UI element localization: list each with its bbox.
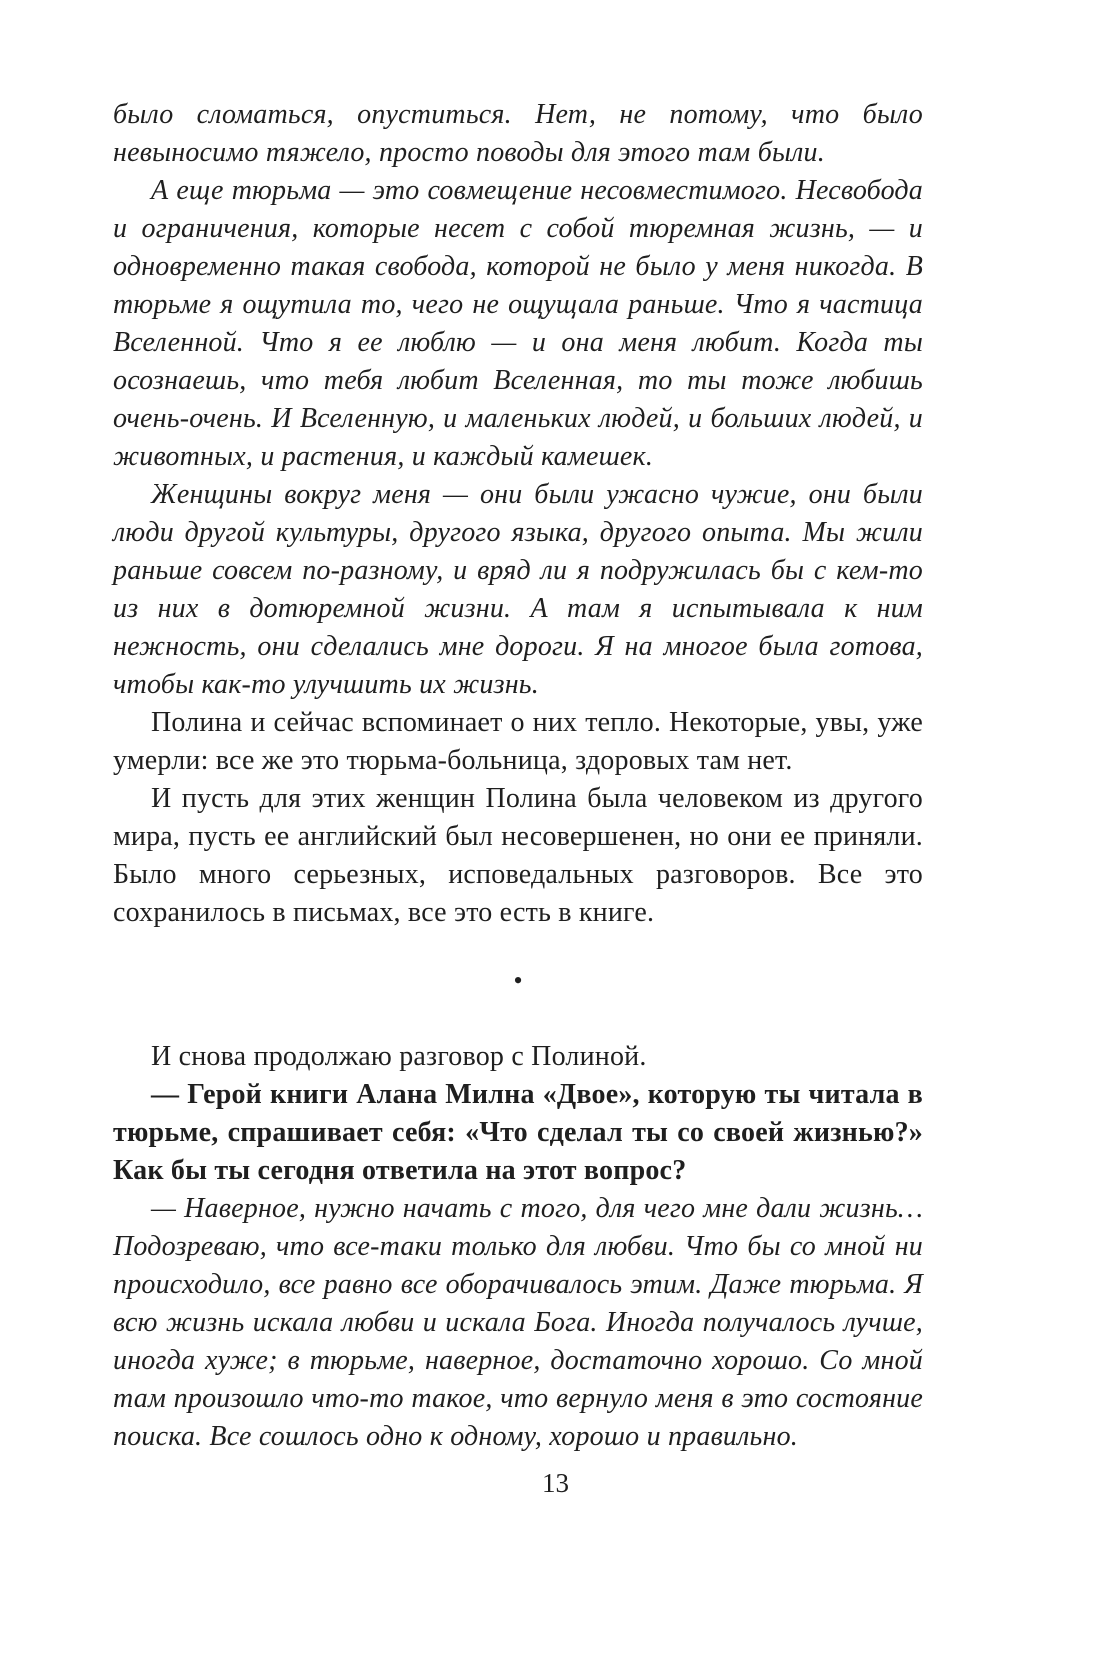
paragraph: И пусть для этих женщин Полина была человеком из другого мира, пусть ее английский был несовершенен, но они ее приняли. Было много серьезных, исповедальных разговоров. Все это сохранилось в письмах, все это есть в книге. [113, 783, 923, 928]
paragraph: было сломаться, опуститься. Нет, не потому, что было невыносимо тяжело, просто поводы для этого там были. [113, 99, 923, 168]
paragraph: И снова продолжаю разговор с Полиной. [151, 1041, 647, 1072]
page-content [113, 96, 923, 1456]
section-separator-dot: • [513, 966, 523, 995]
paragraph: — Наверное, нужно начать с того, для чего мне дали жизнь… Подозреваю, что все-таки только для любви. Что бы со мной ни происходило, все равно все оборачивалось этим. Даже тюрьма. Я всю жизнь искала любви и искала Бога. Иногда получалось лучше, иногда хуже; в тюрьме, наверное, достаточно хорошо. Со мной там произошло что-то такое, что вернуло меня в это состояние поиска. Все сошлось одно к одному, хорошо и правильно. [113, 1193, 923, 1452]
paragraph: Полина и сейчас вспоминает о них тепло. Некоторые, увы, уже умерли: все же это тюрьма-больница, здоровых там нет. [113, 707, 923, 776]
page-number: 13 [542, 1468, 569, 1498]
paragraph: А еще тюрьма — это совмещение несовместимого. Несвобода и ограничения, которые несет с собой тюремная жизнь, — и одновременно такая свобода, которой не было у меня никогда. В тюрьме я ощутила то, чего не ощущала раньше. Что я частица Вселенной. Что я ее люблю — и она меня любит. Когда ты осознаешь, что тебя любит Вселенная, то ты тоже любишь очень-очень. И Вселенную, и маленьких людей, и больших людей, и животных, и растения, и каждый камешек. [113, 175, 923, 472]
paragraph: — Герой книги Алана Милна «Двое», которую ты читала в тюрьме, спрашивает себя: «Что сделал ты со своей жизнью?» Как бы ты сегодня ответила на этот вопрос? [113, 1079, 923, 1186]
paragraph: Женщины вокруг меня — они были ужасно чужие, они были люди другой культуры, другого языка, другого опыта. Мы жили раньше совсем по-разному, и вряд ли я подружилась бы с кем-то из них в дотюремной жизни. А там я испытывала к ним нежность, они сделались мне дороги. Я на многое была готова, чтобы как-то улучшить их жизнь. [113, 479, 923, 700]
